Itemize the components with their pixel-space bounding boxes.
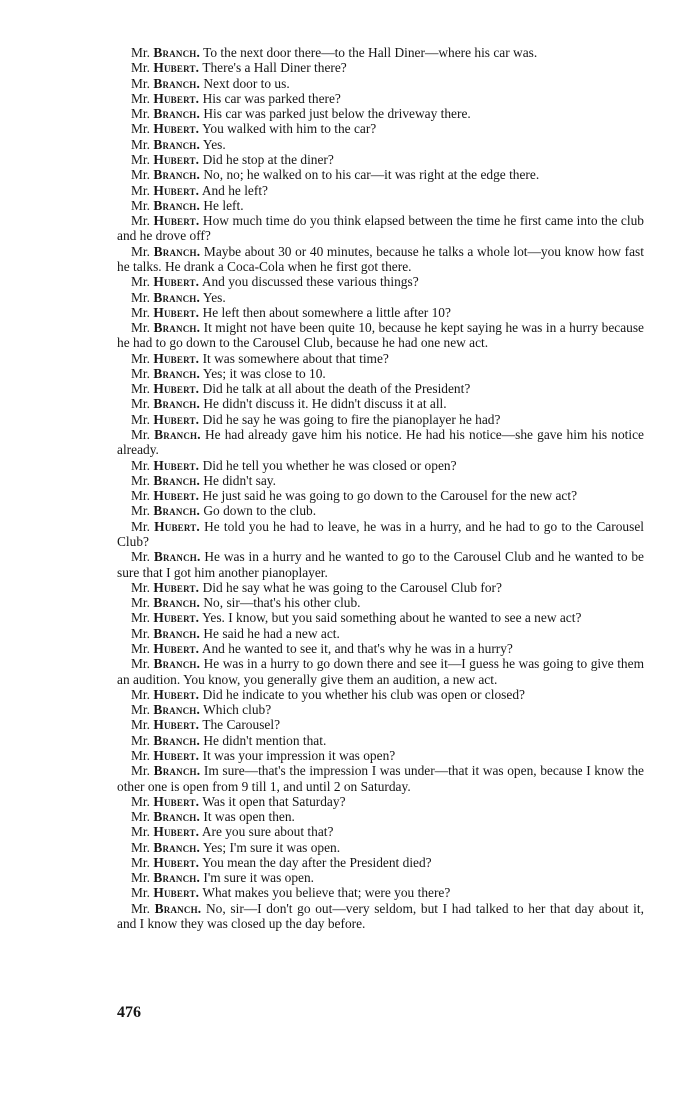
testimony-text: Maybe about 30 or 40 minutes, because he talks a whole lot—you know how fast he talks. He drank a Coca-Cola when he first got there. [117, 243, 644, 274]
testimony-paragraph [117, 687, 644, 702]
testimony-text: Im sure—that's the impression I was under—that it was open, because I know the other one is open from 9 till 1, and until 2 on Saturday. [117, 763, 644, 794]
speaker-title: Mr. [131, 457, 150, 473]
speaker-title: Mr. [131, 732, 150, 748]
testimony-paragraph [117, 106, 644, 121]
testimony-text: What makes you believe that; were you there? [202, 885, 451, 901]
speaker-name: Branch. [153, 625, 201, 641]
speaker-title: Mr. [131, 121, 150, 137]
testimony-text: You walked with him to the car? [202, 121, 377, 137]
speaker-title: Mr. [131, 518, 150, 534]
speaker-title: Mr. [131, 900, 150, 916]
testimony-paragraph [117, 855, 644, 870]
speaker-name: Hubert. [153, 411, 200, 427]
testimony-paragraph [117, 885, 644, 900]
testimony-text: He left then about somewhere a little after 10? [202, 304, 451, 320]
speaker-name: Hubert. [153, 488, 200, 504]
testimony-text: Did he indicate to you whether his club was open or closed? [202, 686, 525, 702]
speaker-title: Mr. [131, 549, 150, 565]
speaker-name: Branch. [153, 549, 201, 565]
speaker-name: Branch. [153, 839, 201, 855]
testimony-paragraph [117, 519, 644, 550]
speaker-title: Mr. [131, 106, 150, 122]
testimony-paragraph [117, 824, 644, 839]
testimony-text: He didn't discuss it. He didn't discuss it at all. [203, 396, 447, 412]
speaker-name: Hubert. [153, 381, 200, 397]
speaker-title: Mr. [131, 839, 150, 855]
speaker-title: Mr. [131, 167, 150, 183]
testimony-paragraph [117, 121, 644, 136]
testimony-paragraph [117, 794, 644, 809]
speaker-title: Mr. [131, 136, 150, 152]
speaker-title: Mr. [131, 503, 150, 519]
testimony-text: Yes. I know, but you said something about he wanted to see a new act? [202, 610, 582, 626]
testimony-text: And he left? [201, 182, 268, 198]
speaker-title: Mr. [131, 60, 150, 76]
speaker-name: Branch. [154, 427, 201, 443]
testimony-text: And he wanted to see it, and that's why he was in a hurry? [201, 640, 513, 656]
speaker-name: Hubert. [153, 747, 200, 763]
speaker-name: Hubert. [153, 350, 200, 366]
speaker-title: Mr. [131, 610, 150, 626]
speaker-title: Mr. [131, 625, 150, 641]
testimony-paragraph [117, 503, 644, 518]
speaker-title: Mr. [131, 213, 150, 229]
testimony-paragraph [117, 351, 644, 366]
testimony-paragraph [117, 702, 644, 717]
testimony-paragraph [117, 870, 644, 885]
testimony-paragraph [117, 60, 644, 75]
speaker-title: Mr. [131, 411, 150, 427]
testimony-text: Yes. [202, 136, 226, 152]
speaker-title: Mr. [131, 885, 150, 901]
speaker-title: Mr. [131, 488, 150, 504]
testimony-paragraph [117, 840, 644, 855]
speaker-title: Mr. [131, 396, 150, 412]
testimony-paragraph [117, 748, 644, 763]
speaker-name: Hubert. [153, 640, 200, 656]
testimony-text: Did he say what he was going to the Carousel Club for? [202, 579, 502, 595]
testimony-text: It was somewhere about that time? [202, 350, 389, 366]
speaker-name: Branch. [153, 106, 201, 122]
speaker-title: Mr. [131, 656, 150, 672]
speaker-name: Hubert. [153, 457, 200, 473]
testimony-text: Are you sure about that? [201, 824, 334, 840]
testimony-paragraph [117, 396, 644, 411]
testimony-paragraph [117, 381, 644, 396]
testimony-paragraph [117, 152, 644, 167]
speaker-name: Hubert. [153, 60, 200, 76]
testimony-text: Which club? [203, 702, 272, 718]
speaker-title: Mr. [131, 793, 150, 809]
testimony-paragraph [117, 167, 644, 182]
testimony-text: His car was parked just below the driveway there. [203, 106, 471, 122]
speaker-name: Hubert. [153, 304, 200, 320]
testimony-paragraph [117, 809, 644, 824]
testimony-text: No, no; he walked on to his car—it was right at the edge there. [203, 167, 540, 183]
speaker-title: Mr. [131, 717, 150, 733]
speaker-name: Branch. [153, 320, 201, 336]
testimony-paragraph [117, 458, 644, 473]
testimony-text: His car was parked there? [202, 90, 341, 106]
speaker-name: Hubert. [153, 151, 200, 167]
testimony-paragraph [117, 473, 644, 488]
speaker-name: Branch. [153, 243, 201, 259]
speaker-title: Mr. [131, 90, 150, 106]
speaker-name: Branch. [153, 472, 201, 488]
speaker-title: Mr. [131, 472, 150, 488]
testimony-paragraph [117, 183, 644, 198]
speaker-name: Branch. [153, 732, 201, 748]
testimony-transcript [117, 45, 644, 931]
speaker-name: Branch. [153, 809, 201, 825]
speaker-name: Branch. [153, 503, 201, 519]
testimony-paragraph [117, 198, 644, 213]
page-number: 476 [117, 1004, 141, 1021]
testimony-text: No, sir—that's his other club. [203, 595, 361, 611]
testimony-text: Next door to us. [203, 75, 290, 91]
testimony-text: There's a Hall Diner there? [202, 60, 347, 76]
testimony-text: Yes. [202, 289, 226, 305]
speaker-name: Branch. [153, 595, 201, 611]
testimony-text: Did he talk at all about the death of the President? [202, 381, 471, 397]
testimony-text: You mean the day after the President died? [202, 854, 432, 870]
speaker-name: Branch. [153, 396, 201, 412]
testimony-text: The Carousel? [202, 717, 281, 733]
speaker-name: Hubert. [153, 686, 200, 702]
testimony-paragraph [117, 320, 644, 351]
testimony-paragraph [117, 595, 644, 610]
speaker-name: Hubert. [153, 182, 200, 198]
speaker-title: Mr. [131, 197, 150, 213]
speaker-name: Branch. [153, 75, 201, 91]
speaker-name: Hubert. [153, 793, 200, 809]
speaker-name: Branch. [153, 136, 201, 152]
testimony-paragraph [117, 412, 644, 427]
speaker-name: Hubert. [153, 610, 200, 626]
testimony-paragraph [117, 45, 644, 60]
speaker-title: Mr. [131, 365, 150, 381]
speaker-title: Mr. [131, 854, 150, 870]
speaker-title: Mr. [131, 870, 150, 886]
speaker-title: Mr. [131, 579, 150, 595]
speaker-name: Hubert. [153, 121, 200, 137]
testimony-text: He left. [203, 197, 244, 213]
testimony-text: How much time do you think elapsed between the time he first came into the club and he drove off? [117, 213, 644, 244]
speaker-name: Branch. [154, 900, 202, 916]
testimony-text: No, sir—I don't go out—very seldom, but I had talked to her that day about it, and I know they was closed up the day before. [117, 900, 644, 932]
testimony-text: Did he tell you whether he was closed or open? [202, 457, 457, 473]
speaker-name: Hubert. [153, 885, 200, 901]
testimony-paragraph [117, 290, 644, 305]
speaker-title: Mr. [131, 75, 150, 91]
speaker-title: Mr. [131, 640, 150, 656]
testimony-text: Did he say he was going to fire the pianoplayer he had? [202, 411, 501, 427]
testimony-paragraph [117, 549, 644, 580]
testimony-text: Did he stop at the diner? [202, 151, 334, 167]
speaker-title: Mr. [131, 182, 150, 198]
speaker-name: Branch. [153, 656, 201, 672]
testimony-text: To the next door there—to the Hall Diner—where his car was. [203, 45, 538, 60]
speaker-name: Hubert. [154, 518, 200, 534]
speaker-title: Mr. [131, 595, 150, 611]
speaker-name: Branch. [153, 167, 201, 183]
speaker-name: Hubert. [153, 90, 200, 106]
testimony-paragraph [117, 244, 644, 275]
speaker-title: Mr. [131, 427, 150, 443]
testimony-paragraph [117, 274, 644, 289]
speaker-title: Mr. [131, 289, 150, 305]
testimony-text: It might not have been quite 10, because he kept saying he was in a hurry because he had to go down to the Carousel Club, because he had one new act. [117, 320, 644, 351]
testimony-paragraph [117, 610, 644, 625]
testimony-paragraph [117, 305, 644, 320]
speaker-name: Branch. [153, 870, 201, 886]
testimony-paragraph [117, 76, 644, 91]
speaker-name: Hubert. [153, 824, 200, 840]
speaker-name: Hubert. [153, 213, 200, 229]
testimony-paragraph [117, 733, 644, 748]
testimony-text: He told you he had to leave, he was in a hurry, and he had to go to the Carousel Club? [117, 518, 644, 549]
speaker-title: Mr. [131, 45, 150, 60]
speaker-title: Mr. [131, 809, 150, 825]
speaker-title: Mr. [131, 747, 150, 763]
testimony-paragraph [117, 763, 644, 794]
speaker-name: Branch. [153, 702, 201, 718]
speaker-title: Mr. [131, 686, 150, 702]
speaker-name: Branch. [153, 365, 201, 381]
testimony-text: And you discussed these various things? [201, 274, 419, 290]
testimony-text: He didn't say. [203, 472, 276, 488]
speaker-title: Mr. [131, 304, 150, 320]
speaker-title: Mr. [131, 381, 150, 397]
testimony-paragraph [117, 213, 644, 244]
testimony-text: It was your impression it was open? [202, 747, 396, 763]
speaker-name: Branch. [153, 45, 201, 60]
speaker-title: Mr. [131, 824, 150, 840]
testimony-paragraph [117, 488, 644, 503]
speaker-name: Hubert. [153, 274, 200, 290]
testimony-paragraph [117, 366, 644, 381]
testimony-text: He had already gave him his notice. He had his notice—she gave him his notice already. [117, 427, 644, 458]
speaker-title: Mr. [131, 320, 150, 336]
testimony-text: It was open then. [203, 809, 295, 825]
speaker-title: Mr. [131, 350, 150, 366]
speaker-name: Hubert. [153, 717, 200, 733]
testimony-paragraph [117, 717, 644, 732]
testimony-paragraph [117, 427, 644, 458]
speaker-name: Hubert. [153, 579, 200, 595]
testimony-text: Go down to the club. [203, 503, 317, 519]
testimony-text: Yes; I'm sure it was open. [202, 839, 341, 855]
testimony-paragraph [117, 641, 644, 656]
testimony-paragraph [117, 656, 644, 687]
testimony-paragraph [117, 626, 644, 641]
testimony-text: Was it open that Saturday? [202, 793, 346, 809]
testimony-text: I'm sure it was open. [203, 870, 315, 886]
testimony-paragraph [117, 580, 644, 595]
speaker-title: Mr. [131, 702, 150, 718]
testimony-text: He just said he was going to go down to the Carousel for the new act? [202, 488, 578, 504]
speaker-name: Branch. [153, 289, 201, 305]
speaker-title: Mr. [131, 274, 150, 290]
speaker-name: Branch. [153, 197, 201, 213]
testimony-paragraph [117, 137, 644, 152]
speaker-title: Mr. [131, 243, 150, 259]
testimony-text: He was in a hurry and he wanted to go to the Carousel Club and he wanted to be sure that I got him another pianoplayer. [117, 549, 644, 580]
testimony-paragraph [117, 91, 644, 106]
testimony-text: Yes; it was close to 10. [202, 365, 326, 381]
testimony-text: He said he had a new act. [203, 625, 340, 641]
testimony-text: He was in a hurry to go down there and see it—I guess he was going to give them an audition. You know, you generally give them an audition, a new act. [117, 656, 644, 687]
speaker-title: Mr. [131, 763, 150, 779]
speaker-name: Hubert. [153, 854, 200, 870]
speaker-name: Branch. [153, 763, 201, 779]
testimony-text: He didn't mention that. [203, 732, 327, 748]
testimony-paragraph [117, 901, 644, 932]
speaker-title: Mr. [131, 151, 150, 167]
